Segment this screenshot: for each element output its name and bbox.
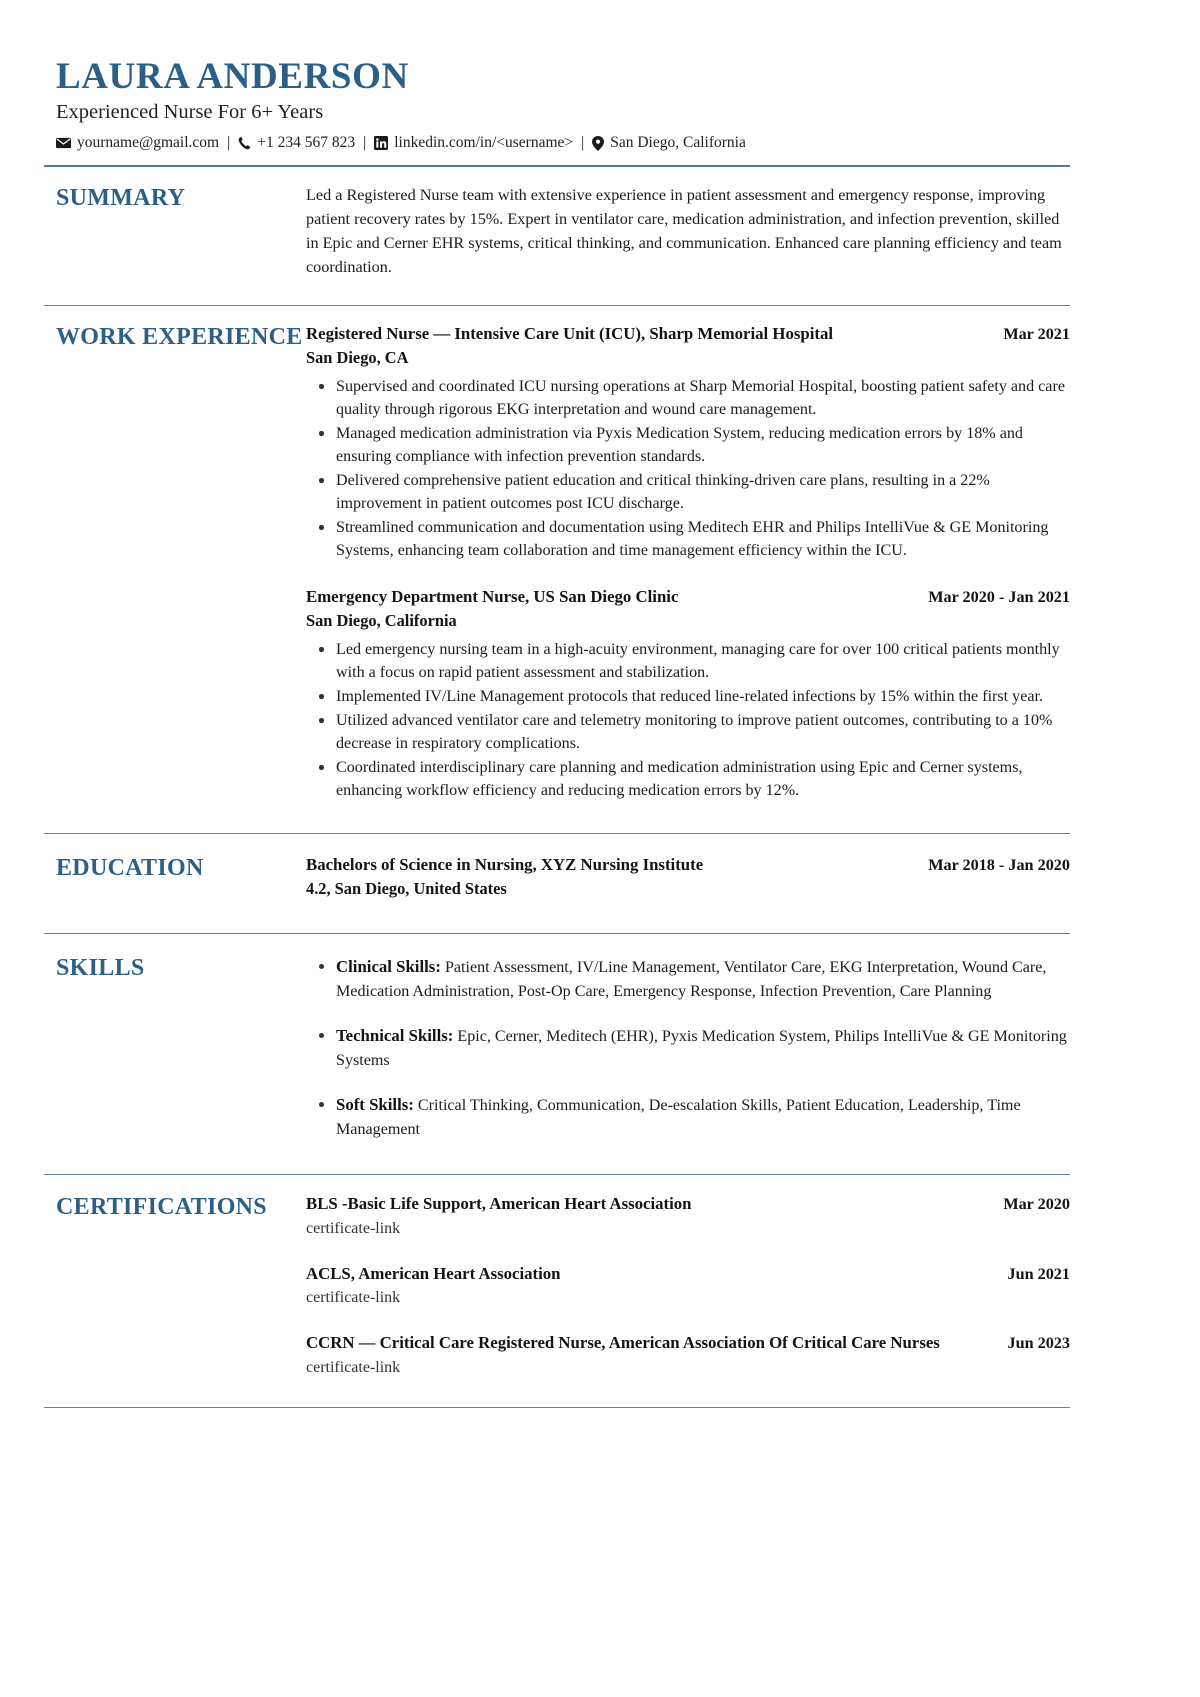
education-entry-date: Mar 2018 - Jan 2020 [928,856,1070,875]
certification-entry-head [306,1332,1070,1355]
contact-location [592,133,746,153]
summary-body [306,184,1070,280]
work-entry [306,586,1070,802]
work-bullet: Delivered comprehensive patient education and critical thinking-driven care plans, resulting in a 22% improvement in patient outcomes post ICU discharge. [336,469,1070,515]
contact-separator-1: | [227,134,231,152]
work-entry-head [306,586,1070,609]
certification-title: BLS -Basic Life Support, American Heart Association [306,1194,692,1214]
work-bullet: Managed medication administration via Pyxis Medication System, reducing medication errors by 18% and ensuring compliance with infection prevention standards. [336,422,1070,468]
work-entry-bullets [306,375,1070,562]
certification-link[interactable]: certificate-link [306,1220,401,1238]
skill-items: Critical Thinking, Communication, De-escalation Skills, Patient Education, Leadership, Time Management [336,1097,1021,1139]
linkedin-icon [374,136,388,150]
education-entry [306,854,1070,900]
candidate-name: LAURA ANDERSON [56,56,409,97]
work-bullet: Utilized advanced ventilator care and telemetry monitoring to improve patient outcomes, contributing to a 10% decrease in respiratory complications. [336,709,1070,755]
skill-items: Patient Assessment, IV/Line Management, Ventilator Care, EKG Interpretation, Wound Care, Medication Administration, Post-Op Care, Emergency Response, Infection Prevention, Care Planning [336,958,1047,1000]
work-experience-body [306,323,1070,808]
skills-body [306,954,1070,1145]
work-entry-date: Mar 2020 - Jan 2021 [928,588,1070,607]
certification-entry-head [306,1263,1070,1286]
section-education [44,834,1070,920]
section-title-work-experience: WORK EXPERIENCE [56,324,303,351]
work-entry-location: San Diego, California [306,611,457,631]
section-certifications [44,1175,1070,1395]
work-entry-title: Registered Nurse –– Intensive Care Unit (ICU), Sharp Memorial Hospital [306,324,834,344]
certification-entry-head [306,1193,1070,1216]
certification-date: Jun 2023 [1007,1333,1070,1352]
certification-link[interactable]: certificate-link [306,1289,401,1307]
section-title-summary: SUMMARY [56,185,186,212]
certification-date: Jun 2021 [1007,1264,1070,1283]
work-bullet: Supervised and coordinated ICU nursing operations at Sharp Memorial Hospital, boosting patient safety and care quality through rigorous EKG interpretation and wound care management. [336,375,1070,421]
work-entry-title: Emergency Department Nurse, US San Diego Clinic [306,587,679,607]
section-skills [44,934,1070,1163]
section-title-skills: SKILLS [56,954,145,981]
skill-items: Epic, Cerner, Meditech (EHR), Pyxis Medication System, Philips IntelliVue & GE Monitoring Systems [336,1027,1067,1069]
section-work-experience [44,306,1070,821]
contact-location-text: San Diego, California [610,134,746,152]
education-entry-subtitle: 4.2, San Diego, United States [306,879,507,899]
work-entry-date: Mar 2021 [1003,325,1070,344]
certification-entry [306,1263,1070,1310]
contact-separator-3: | [581,134,585,152]
contact-linkedin[interactable] [374,133,573,153]
location-pin-icon [592,136,604,151]
work-entry-location: San Diego, CA [306,347,409,367]
certification-entry [306,1193,1070,1240]
skills-list [306,954,1070,1143]
certifications-body [306,1193,1070,1379]
contact-line [56,133,1070,153]
candidate-headline: Experienced Nurse For 6+ Years [56,101,324,124]
divider-certifications [44,1407,1070,1408]
certification-link[interactable]: certificate-link [306,1358,401,1376]
email-icon [56,137,71,149]
work-bullet: Coordinated interdisciplinary care planning and medication administration using Epic and Cerner systems, enhancing workflow efficiency and reducing medication errors by 12%. [336,756,1070,802]
summary-paragraph: Led a Registered Nurse team with extensive experience in patient assessment and emergency response, improving patient recovery rates by 15%. Expert in ventilator care, medication administration, and infection prevention, skilled in Epic and Cerner EHR systems, critical thinking, and communication. Enhanced care planning efficiency and team coordination. [306,186,1062,277]
work-bullet: Implemented IV/Line Management protocols that reduced line-related infections by 15% within the first year. [336,685,1070,708]
work-entry-head [306,323,1070,346]
work-entry-bullets [306,638,1070,802]
skill-category-label: Soft Skills: [336,1095,414,1115]
contact-email[interactable] [56,133,219,153]
skill-category-label: Clinical Skills: [336,956,441,976]
section-summary [44,167,1070,293]
work-entry [306,323,1070,562]
education-body [306,854,1070,906]
certification-date: Mar 2020 [1003,1195,1070,1214]
contact-phone[interactable] [238,133,355,153]
section-title-education: EDUCATION [56,855,204,882]
skill-category-label: Technical Skills: [336,1025,454,1045]
phone-icon [238,136,251,150]
work-bullet: Streamlined communication and documentation using Meditech EHR and Philips IntelliVue & GE Monitoring Systems, enhancing team collaboration and time management efficiency within the ICU. [336,516,1070,562]
skill-group [336,1023,1070,1073]
contact-phone-text: +1 234 567 823 [257,134,356,152]
certification-title: ACLS, American Heart Association [306,1263,561,1283]
certification-entry [306,1332,1070,1379]
section-title-certifications: CERTIFICATIONS [56,1194,267,1221]
education-entry-head [306,854,1070,877]
resume-header [44,56,1070,153]
work-bullet: Led emergency nursing team in a high-acuity environment, managing care for over 100 critical patients monthly with a focus on rapid patient assessment and stabilization. [336,638,1070,684]
skill-group [336,1092,1070,1142]
education-entry-title: Bachelors of Science in Nursing, XYZ Nursing Institute [306,855,704,875]
contact-separator-2: | [363,134,367,152]
contact-email-text: yourname@gmail.com [77,134,220,152]
contact-linkedin-text: linkedin.com/in/<username> [394,134,574,152]
skill-group [336,954,1070,1004]
certification-title: CCRN — Critical Care Registered Nurse, American Association Of Critical Care Nurses [306,1332,940,1352]
